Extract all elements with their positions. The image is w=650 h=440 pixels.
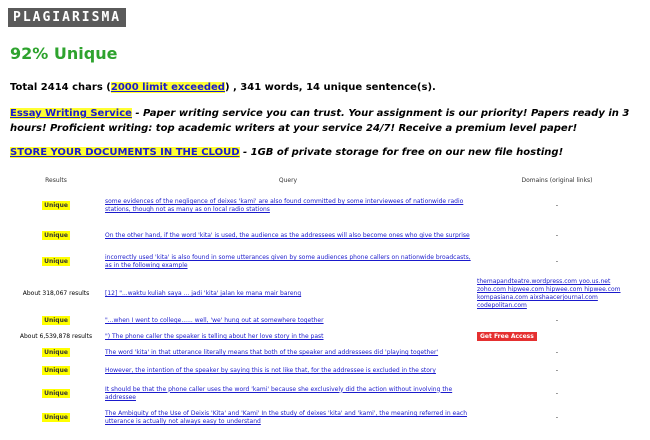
table-row <box>10 313 640 329</box>
table-row <box>10 249 640 275</box>
unique-badge: Unique <box>44 202 68 209</box>
query-cell <box>102 329 474 345</box>
table-row <box>10 381 640 406</box>
result-cell <box>10 249 102 275</box>
table-row <box>10 406 640 430</box>
unique-badge: Unique <box>44 367 68 374</box>
unique-badge: Unique <box>44 317 68 324</box>
table-header-row <box>10 171 640 189</box>
domains-cell: - <box>555 414 559 421</box>
result-cell <box>10 381 102 406</box>
query-link[interactable]: [12] "...waktu kuliah saya ... jadi 'kita' jalan ke mana mair bareng <box>105 290 302 297</box>
query-cell <box>102 223 474 249</box>
result-cell <box>10 345 102 361</box>
domains-cell <box>474 275 640 313</box>
ad-cloud-storage <box>10 145 640 160</box>
essay-writing-link[interactable]: Essay Writing Service <box>10 108 132 119</box>
header-results: Results <box>45 176 67 184</box>
domains-cell: - <box>555 258 559 265</box>
unique-badge: Unique <box>44 414 68 421</box>
unique-percentage: 92% Unique <box>10 44 118 63</box>
query-link[interactable]: ") The phone caller the speaker is telling about her love story in the past <box>105 333 324 340</box>
get-free-access-button[interactable]: Get Free Access <box>477 332 537 341</box>
query-link[interactable]: The Ambiguity of the Use of Deixis 'Kita' and 'Kami' In the study of deixes 'kita' and 'kami', the meaning referred in each utterance is actually not always easy to understand <box>105 410 468 425</box>
query-link[interactable]: However, the intention of the speaker by saying this is not like that, for the addressee is excluded in the story <box>105 367 436 374</box>
query-link[interactable]: some evidences of the negligence of deixes 'kami' are also found committed by some interviewees of nationwide radio stations, though not as many as on local radio stations <box>105 198 464 213</box>
unique-badge: Unique <box>44 258 68 265</box>
ad-text: - Paper writing service you can trust. Your assignment is our priority! Papers ready in 3 hours! Proficient writing: top academic writers at your service 24/7! Receive a premium level paper! <box>10 108 630 134</box>
table-row <box>10 189 640 223</box>
domains-cell: - <box>555 202 559 209</box>
unique-badge: Unique <box>44 349 68 356</box>
totals-summary <box>10 82 436 93</box>
query-cell <box>102 275 474 313</box>
query-link[interactable]: On the other hand, if the word 'kita' is used, the audience as the addressees will also become ones who give the surprise <box>105 232 470 239</box>
totals-suffix: ) , 341 words, 14 unique sentence(s). <box>224 82 436 93</box>
header-query: Query <box>278 176 298 184</box>
domains-cell: - <box>555 367 559 374</box>
result-cell: About 6,539,878 results <box>19 333 93 340</box>
query-cell <box>102 361 474 381</box>
query-link[interactable]: incorrectly used 'kita' is also found in some utterances given by some audiences phone callers on nationwide broadcasts, as in the following example <box>105 254 471 269</box>
result-cell <box>10 189 102 223</box>
query-cell <box>102 381 474 406</box>
domain-links[interactable]: themapandteatre.wordpress.com yoo.us.net zoho.com hipwee.com hipwee.com hipwee.com kompasiana.com aixshaacerjournal.com codepolitan.com <box>477 278 621 309</box>
domains-cell: - <box>555 349 559 356</box>
table-row <box>10 275 640 313</box>
result-cell <box>10 361 102 381</box>
header-domains: Domains (original links) <box>521 176 593 184</box>
table-row <box>10 345 640 361</box>
query-link[interactable]: The word 'kita' in that utterance literally means that both of the speaker and addressees did 'playing together' <box>105 349 439 356</box>
results-table <box>10 171 640 430</box>
plagiarisma-logo[interactable]: PLAGIARISMA <box>8 8 126 27</box>
totals-prefix: Total 2414 chars ( <box>10 82 111 93</box>
ad-text: - 1GB of private storage for free on our new file hosting! <box>239 147 564 158</box>
query-cell <box>102 345 474 361</box>
result-cell <box>10 406 102 430</box>
query-cell <box>102 313 474 329</box>
domains-cell: - <box>555 232 559 239</box>
ad-essay-writing <box>10 106 640 136</box>
table-row <box>10 329 640 345</box>
query-cell <box>102 249 474 275</box>
query-link[interactable]: It should be that the phone caller uses the word 'kami' because she exclusively did the action without involving the addressee <box>105 385 453 401</box>
result-cell: About 318,067 results <box>22 290 90 297</box>
cloud-storage-link[interactable]: STORE YOUR DOCUMENTS IN THE CLOUD <box>10 147 240 158</box>
table-row <box>10 361 640 381</box>
query-cell <box>102 189 474 223</box>
domains-cell: - <box>555 317 559 324</box>
unique-badge: Unique <box>44 232 68 239</box>
query-cell <box>102 406 474 430</box>
query-link[interactable]: "...when I went to college...... well, 'we' hung out at somewhere together <box>105 317 324 324</box>
table-row <box>10 223 640 249</box>
unique-badge: Unique <box>44 389 68 397</box>
domains-cell: - <box>555 389 559 397</box>
result-cell <box>10 223 102 249</box>
domains-cell <box>474 329 640 345</box>
limit-exceeded-link[interactable]: 2000 limit exceeded <box>110 82 225 93</box>
result-cell <box>10 313 102 329</box>
